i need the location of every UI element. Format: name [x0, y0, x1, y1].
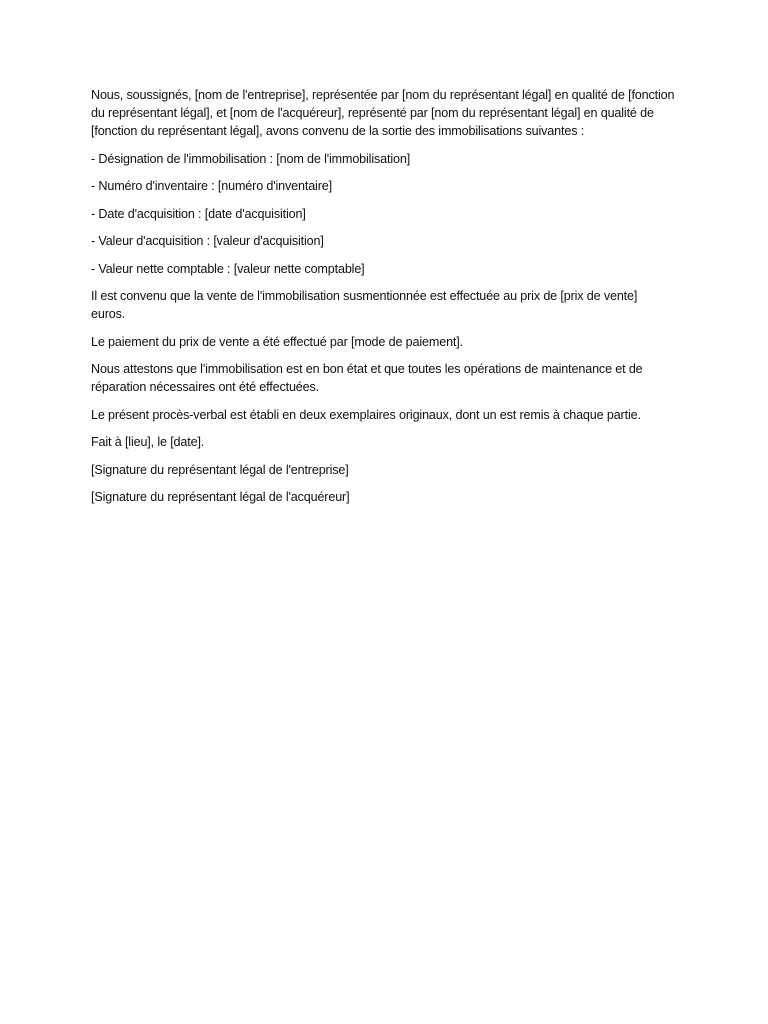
- item-acquisition-value: - Valeur d'acquisition : [valeur d'acquisition]: [91, 234, 324, 248]
- buyer-signature-line: [Signature du représentant légal de l'acquéreur]: [91, 490, 350, 504]
- payment-paragraph: Le paiement du prix de vente a été effectué par [mode de paiement].: [91, 334, 463, 349]
- sale-price-paragraph: Il est convenu que la vente de l'immobilisation susmentionnée est effectuée au prix de [prix de vente] euros.: [91, 289, 638, 321]
- item-net-book-value: - Valeur nette comptable : [valeur nette comptable]: [91, 261, 365, 276]
- condition-paragraph: Nous attestons que l'immobilisation est en bon état et que toutes les opérations de maintenance et de réparation nécessaires ont été effectuées.: [91, 362, 643, 394]
- place-date-line: Fait à [lieu], le [date].: [91, 435, 205, 449]
- company-signature-line: [Signature du représentant légal de l'entreprise]: [91, 462, 349, 477]
- copies-paragraph: Le présent procès-verbal est établi en deux exemplaires originaux, dont un est remis à chaque partie.: [91, 407, 641, 422]
- item-inventory-number: - Numéro d'inventaire : [numéro d'inventaire]: [91, 179, 332, 193]
- item-acquisition-date: - Date d'acquisition : [date d'acquisition]: [91, 206, 306, 221]
- intro-paragraph: Nous, soussignés, [nom de l'entreprise], représentée par [nom du représentant légal] en qualité de [fonction du représentant légal], et [nom de l'acquéreur], représenté par [nom du représentant légal] en qualité de [fonction du représentant légal], avons convenu de la sortie des immobilisations suivantes :: [91, 88, 675, 138]
- item-designation: - Désignation de l'immobilisation : [nom de l'immobilisation]: [91, 151, 411, 166]
- document-page: [91, 86, 691, 516]
